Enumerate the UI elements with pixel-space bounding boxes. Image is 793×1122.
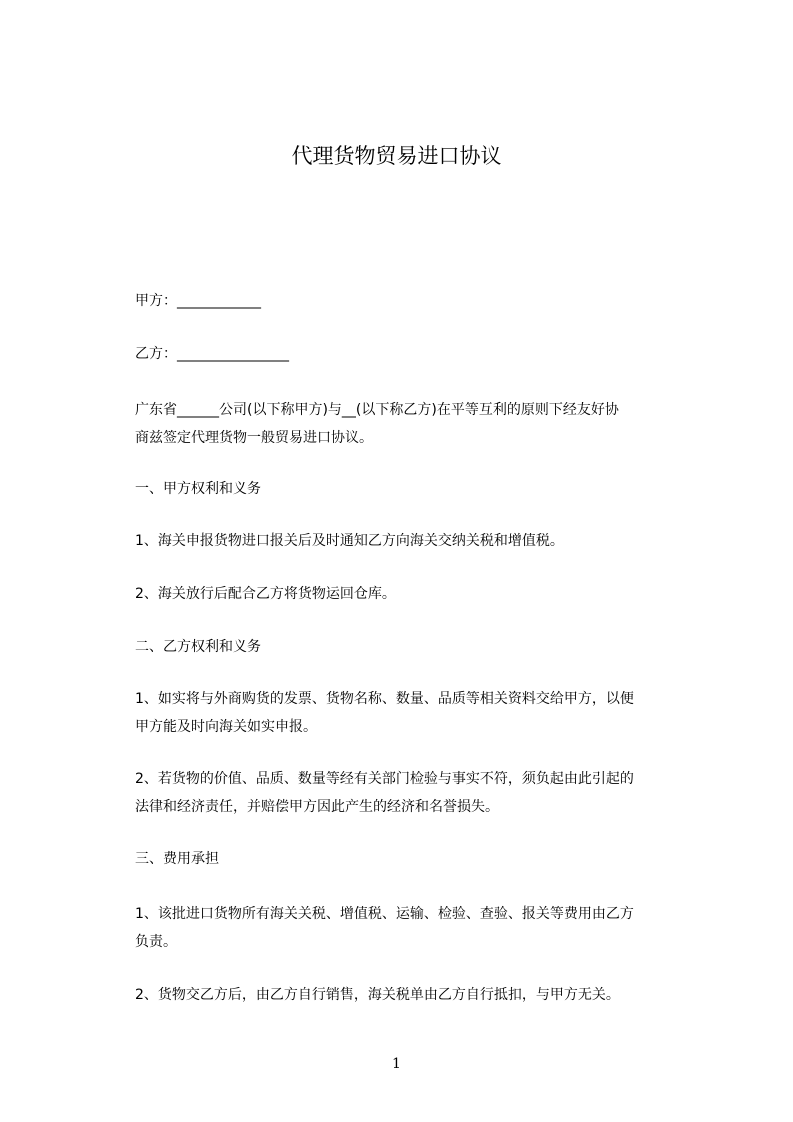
section-3-item-2: 2、货物交乙方后，由乙方自行销售，海关税单由乙方自行抵扣，与甲方无关。 bbox=[135, 987, 620, 1003]
section-1-item-1: 1、海关申报货物进口报关后及时通知乙方向海关交纳关税和增值税。 bbox=[135, 533, 564, 549]
section-3-item-1 bbox=[135, 900, 715, 956]
intro-paragraph bbox=[135, 396, 715, 452]
section-2-item-1-line-1: 1、如实将与外商购货的发票、货物名称、数量、品质等相关资料交给甲方，以便 bbox=[135, 691, 634, 707]
section-2-item-1 bbox=[135, 685, 715, 741]
section-1-heading: 一、甲方权利和义务 bbox=[135, 481, 261, 497]
party-a-line: 甲方：____________ bbox=[135, 293, 261, 309]
intro-line-2: 商兹签定代理货物一般贸易进口协议。 bbox=[135, 430, 373, 446]
page-number: 1 bbox=[392, 1056, 401, 1072]
section-3-heading: 三、费用承担 bbox=[135, 851, 219, 867]
document-title: 代理货物贸易进口协议 bbox=[291, 144, 502, 168]
party-b-line: 乙方：________________ bbox=[135, 346, 289, 362]
section-2-item-2-line-1: 2、若货物的价值、品质、数量等经有关部门检验与事实不符，须负起由此引起的 bbox=[135, 771, 634, 787]
section-3-item-1-line-1: 1、该批进口货物所有海关关税、增值税、运输、检验、查验、报关等费用由乙方 bbox=[135, 906, 634, 922]
section-2-heading: 二、乙方权利和义务 bbox=[135, 639, 261, 655]
section-2-item-1-line-2: 甲方能及时向海关如实申报。 bbox=[135, 719, 317, 735]
section-2-item-2-line-2: 法律和经济责任，并赔偿甲方因此产生的经济和名誉损失。 bbox=[135, 799, 499, 815]
section-2-item-2 bbox=[135, 765, 715, 821]
section-1-item-2: 2、海关放行后配合乙方将货物运回仓库。 bbox=[135, 586, 396, 602]
section-3-item-1-line-2: 负责。 bbox=[135, 934, 177, 950]
intro-line-1: 广东省______公司(以下称甲方)与__(以下称乙方)在平等互利的原则下经友好协 bbox=[135, 402, 619, 418]
